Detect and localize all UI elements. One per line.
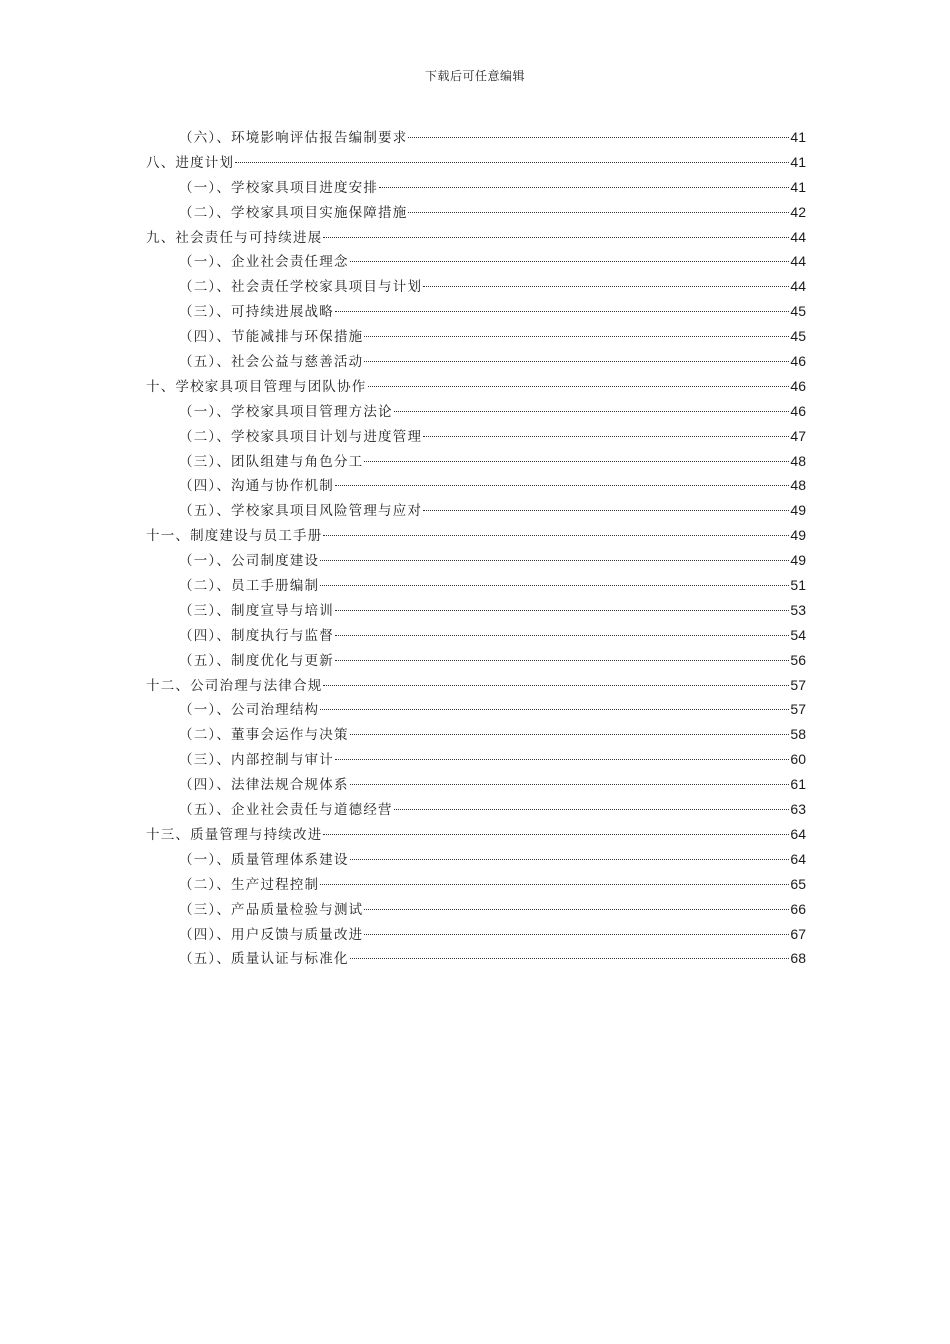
toc-entry-title: （一）、公司制度建设 [179,553,320,570]
toc-entry-page-number: 66 [790,900,806,917]
toc-dot-leader [364,336,789,337]
toc-entry-title: （三）、内部控制与审计 [179,752,334,769]
toc-entry-title: （六）、环境影响评估报告编制要求 [179,130,408,146]
toc-entry-page-number: 46 [790,353,806,370]
page-header: 下载后可任意编辑 [424,69,525,83]
toc-entry[interactable] [146,573,806,598]
toc-dot-leader [335,759,789,760]
toc-entry-title: （四）、沟通与协作机制 [179,478,334,495]
toc-entry[interactable] [146,175,806,200]
toc-dot-leader [368,386,790,387]
toc-entry[interactable] [146,449,806,474]
toc-entry[interactable] [146,424,806,449]
toc-dot-leader [379,187,789,188]
toc-entry-page-number: 54 [790,626,806,643]
toc-entry-title: （一）、质量管理体系建设 [179,851,349,868]
toc-entry[interactable] [146,946,806,971]
toc-dot-leader [350,734,790,735]
toc-entry-page-number: 49 [790,502,806,519]
toc-entry-page-number: 44 [790,228,806,245]
toc-entry[interactable] [146,822,806,847]
toc-entry-title: （五）、学校家具项目风险管理与应对 [179,503,423,520]
toc-entry-title: 十一、制度建设与员工手册 [146,528,323,545]
toc-entry-title: （二）、生产过程控制 [179,876,320,893]
toc-entry-title: （四）、节能减排与环保措施 [179,329,364,346]
toc-entry-page-number: 58 [790,726,806,743]
toc-entry-page-number: 48 [790,452,806,469]
toc-dot-leader [320,709,789,710]
toc-entry-title: （一）、公司治理结构 [179,702,320,719]
toc-entry-page-number: 41 [790,129,806,145]
toc-entry[interactable] [146,200,806,225]
toc-entry[interactable] [146,150,806,175]
toc-dot-leader [323,535,789,536]
toc-entry[interactable] [146,697,806,722]
toc-entry-page-number: 41 [790,178,806,195]
toc-dot-leader [335,610,789,611]
toc-entry[interactable] [146,872,806,897]
toc-entry[interactable] [146,922,806,947]
toc-entry[interactable] [146,374,806,399]
toc-entry-page-number: 48 [790,477,806,494]
toc-entry-title: 十、学校家具项目管理与团队协作 [146,378,367,395]
toc-entry-title: 十三、质量管理与持续改进 [146,826,323,843]
toc-dot-leader [323,685,789,686]
toc-dot-leader [320,884,789,885]
toc-entry[interactable] [146,648,806,673]
toc-entry[interactable] [146,399,806,424]
toc-entry-page-number: 61 [790,776,806,793]
toc-entry-page-number: 42 [790,203,806,220]
toc-entry[interactable] [146,249,806,274]
toc-entry-title: （五）、制度优化与更新 [179,652,334,669]
toc-entry[interactable] [146,473,806,498]
toc-entry-title: 八、进度计划 [146,154,235,171]
toc-dot-leader [323,237,789,238]
toc-entry-title: （三）、团队组建与角色分工 [179,453,364,470]
toc-entry-page-number: 63 [790,801,806,818]
toc-entry[interactable] [146,498,806,523]
toc-entry-page-number: 65 [790,875,806,892]
toc-entry-page-number: 68 [790,950,806,967]
toc-dot-leader [350,859,790,860]
toc-entry-title: （四）、法律法规合规体系 [179,777,349,794]
toc-dot-leader [408,212,789,213]
toc-dot-leader [335,660,789,661]
toc-entry[interactable] [146,797,806,822]
toc-entry[interactable] [146,623,806,648]
toc-entry-title: （四）、用户反馈与质量改进 [179,926,364,943]
toc-entry-page-number: 56 [790,651,806,668]
toc-entry-page-number: 46 [790,402,806,419]
toc-entry-page-number: 44 [790,253,806,270]
toc-entry-page-number: 45 [790,328,806,345]
toc-entry-title: （五）、社会公益与慈善活动 [179,354,364,371]
toc-entry-page-number: 45 [790,303,806,320]
toc-entry-title: （三）、可持续进展战略 [179,304,334,321]
toc-dot-leader [350,784,790,785]
toc-entry[interactable] [146,274,806,299]
toc-entry-title: （一）、学校家具项目管理方法论 [179,403,393,420]
toc-dot-leader [335,635,789,636]
toc-entry-title: （五）、企业社会责任与道德经营 [179,802,393,819]
toc-entry-title: （一）、学校家具项目进度安排 [179,179,379,196]
toc-entry[interactable] [146,225,806,250]
toc-dot-leader [423,510,789,511]
toc-entry-title: （二）、社会责任学校家具项目与计划 [179,279,423,296]
toc-entry-title: （二）、学校家具项目实施保障措施 [179,204,408,221]
toc-entry[interactable] [146,349,806,374]
toc-entry[interactable] [146,548,806,573]
toc-entry[interactable] [146,125,806,150]
toc-dot-leader [408,137,789,138]
toc-entry-title: （二）、员工手册编制 [179,578,320,595]
toc-dot-leader [423,436,789,437]
toc-dot-leader [364,934,789,935]
toc-dot-leader [335,311,789,312]
toc-entry-title: （二）、学校家具项目计划与进度管理 [179,428,423,445]
toc-entry[interactable] [146,897,806,922]
toc-dot-leader [394,411,790,412]
toc-entry[interactable] [146,598,806,623]
toc-entry-page-number: 57 [790,701,806,718]
toc-entry[interactable] [146,722,806,747]
toc-dot-leader [320,560,789,561]
toc-entry-page-number: 41 [790,153,806,170]
toc-dot-leader [364,461,789,462]
toc-dot-leader [323,834,789,835]
toc-dot-leader [394,809,790,810]
toc-entry[interactable] [146,324,806,349]
table-of-contents [146,125,806,971]
toc-entry[interactable] [146,847,806,872]
toc-entry-page-number: 49 [790,527,806,544]
toc-dot-leader [423,286,789,287]
toc-dot-leader [350,261,790,262]
toc-dot-leader [335,485,789,486]
toc-entry-title: （三）、产品质量检验与测试 [179,901,364,918]
toc-entry[interactable] [146,673,806,698]
toc-dot-leader [350,958,790,959]
toc-dot-leader [364,361,789,362]
toc-entry-page-number: 64 [790,825,806,842]
toc-entry[interactable] [146,299,806,324]
toc-entry-title: （三）、制度宣导与培训 [179,602,334,619]
toc-dot-leader [320,585,789,586]
toc-entry-page-number: 46 [790,377,806,394]
toc-dot-leader [364,909,789,910]
toc-entry-title: （五）、质量认证与标准化 [179,951,349,968]
toc-entry-title: （四）、制度执行与监督 [179,627,334,644]
toc-entry-page-number: 53 [790,601,806,618]
toc-entry-page-number: 60 [790,751,806,768]
toc-entry-page-number: 57 [790,676,806,693]
toc-entry-page-number: 67 [790,925,806,942]
toc-dot-leader [235,162,789,163]
toc-entry[interactable] [146,523,806,548]
toc-entry-page-number: 51 [790,577,806,594]
toc-entry-title: 九、社会责任与可持续进展 [146,229,323,246]
toc-entry-title: 十二、公司治理与法律合规 [146,677,323,694]
toc-entry[interactable] [146,772,806,797]
toc-entry-page-number: 64 [790,850,806,867]
toc-entry-page-number: 49 [790,552,806,569]
toc-entry[interactable] [146,747,806,772]
toc-entry-title: （一）、企业社会责任理念 [179,254,349,271]
toc-entry-page-number: 44 [790,278,806,295]
toc-entry-title: （二）、董事会运作与决策 [179,727,349,744]
toc-entry-page-number: 47 [790,427,806,444]
